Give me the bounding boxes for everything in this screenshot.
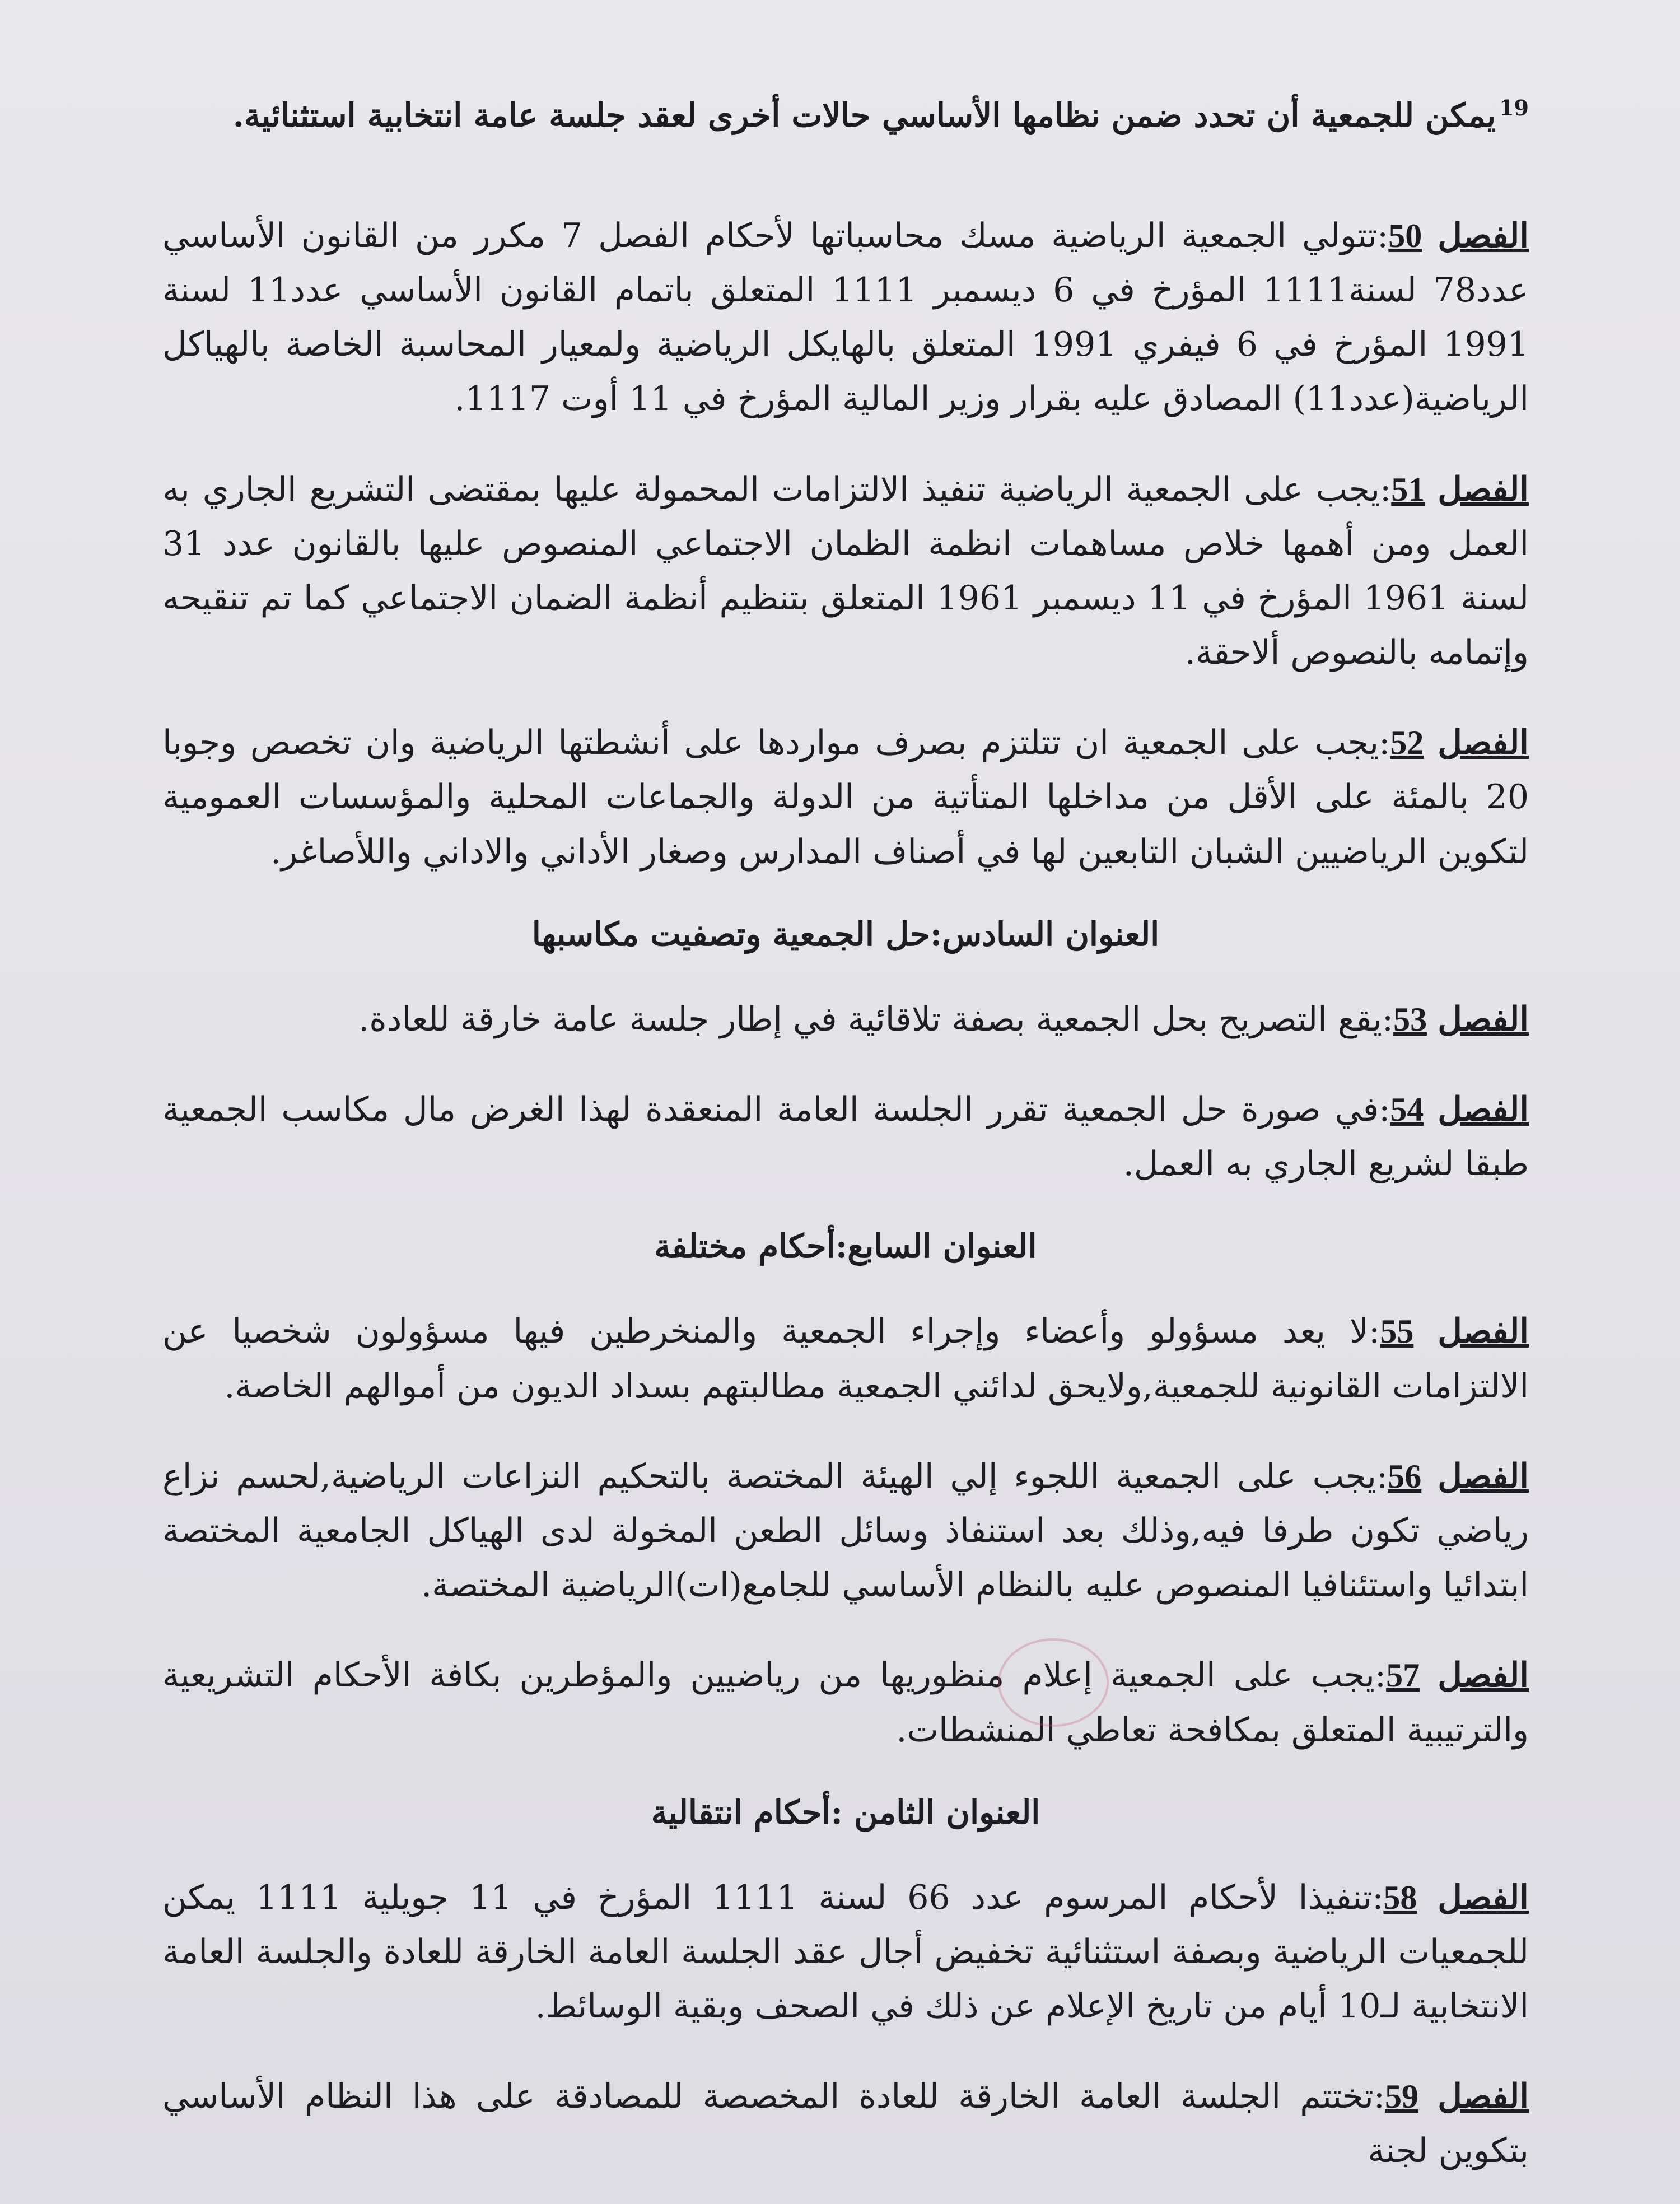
article-label: الفصل (1438, 1312, 1529, 1352)
article-number: 56 (1388, 1457, 1422, 1495)
article-number: 50 (1388, 217, 1422, 254)
article-text: :يقع التصريح بحل الجمعية بصفة تلاقائية في إطار جلسة عامة خارقة للعادة. (358, 999, 1394, 1039)
footnote-number: 19 (1499, 95, 1529, 120)
article-number: 57 (1386, 1657, 1420, 1694)
article-label: الفصل (1438, 1456, 1529, 1496)
article-number: 53 (1393, 1000, 1427, 1038)
article-58 (162, 1871, 1529, 2034)
article-number: 51 (1391, 470, 1425, 508)
article-56 (162, 1450, 1529, 1613)
article-52 (162, 716, 1529, 879)
article-59 (162, 2070, 1529, 2178)
article-label: الفصل (1438, 1656, 1529, 1695)
section-heading-7: العنوان السابع:أحكام مختلفة (654, 1227, 1037, 1266)
footnote-text: يمكن للجمعية أن تحدد ضمن نظامها الأساسي حالات أخرى لعقد جلسة عامة انتخابية استثنائية. (232, 96, 1496, 134)
section-heading-8: العنوان الثامن :أحكام انتقالية (651, 1793, 1040, 1832)
article-number: 52 (1390, 724, 1424, 762)
article-text: :تنفيذا لأحكام المرسوم عدد 66 لسنة 1111 المؤرخ في 11 جويلية 1111 يمكن للجمعيات الرياضية وبصفة استثنائية تخفيض أجال عقد الجلسة العامة الخارقة للعادة والجلسة العامة الانتخابية لـ10 أيام من تاريخ الإعلام عن ذلك في الصحف وبقية الوسائط. (162, 1877, 1529, 2026)
article-label: الفصل (1438, 216, 1529, 255)
article-51 (162, 463, 1529, 681)
article-text: :يجب على الجمعية ان تتلتزم بصرف مواردها على أنشطتها الرياضية وان تخصص وجوبا 20 بالمئة على الأقل من مداخلها المتأتية من الدولة والجماعات المحلية والمؤسسات العمومية لتكوين الرياضيين الشبان التابعين لها في أصناف المدارس وصغار الأداني والاداني واللأصاغر. (162, 723, 1529, 872)
article-text: :تختتم الجلسة العامة الخارقة للعادة المخصصة للمصادقة على هذا النظام الأساسي بتكوين لجنة (162, 2077, 1529, 2171)
article-label: الفصل (1438, 2077, 1529, 2117)
article-label: الفصل (1438, 1877, 1529, 1917)
article-53 (162, 993, 1529, 1047)
article-number: 55 (1380, 1313, 1414, 1350)
article-50 (162, 209, 1529, 427)
article-number: 59 (1385, 2078, 1419, 2116)
article-text: :يجب على الجمعية الرياضية تنفيذ الالتزامات المحمولة عليها بمقتضى التشريع الجاري به العمل ومن أهمها خلاص مساهمات انظمة الظمان الاجتماعي المنصوص عليها بالقانون عدد 31 لسنة 1961 المؤرخ في 11 ديسمبر 1961 المتعلق بتنظيم أنظمة الضمان الاجتماعي كما تم تنقيحه وإتمامه بالنصوص ألاحقة. (162, 469, 1529, 673)
article-label: الفصل (1438, 469, 1529, 509)
article-57 (162, 1648, 1529, 1757)
article-54 (162, 1083, 1529, 1191)
article-text: :تتولي الجمعية الرياضية مسك محاسباتها لأحكام الفصل 7 مكرر من القانون الأساسي عدد78 لسنة1111 المؤرخ في 6 ديسمبر 1111 المتعلق باتمام القانون الأساسي عدد11 لسنة 1991 المؤرخ في 6 فيفري 1991 المتعلق بالهايكل الرياضية ولمعيار المحاسبة الخاصة بالهياكل الرياضية(عدد11) المصادق عليه بقرار وزير المالية المؤرخ في 11 أوت 1117. (162, 216, 1529, 419)
article-label: الفصل (1438, 1090, 1529, 1130)
article-text: :يجب على الجمعية إعلام منظوريها من رياضيين والمؤطرين بكافة الأحكام التشريعية والترتيبية المتعلق بمكافحة تعاطي المنشطات. (162, 1656, 1529, 1750)
article-number: 58 (1383, 1879, 1417, 1916)
footnote (162, 90, 1529, 142)
faint-stamp (998, 1638, 1109, 1727)
article-55 (162, 1304, 1529, 1413)
section-heading-6: العنوان السادس:حل الجمعية وتصفيت مكاسبها (531, 915, 1160, 953)
article-label: الفصل (1438, 999, 1529, 1039)
article-text: :يجب على الجمعية اللجوء إلي الهيئة المختصة بالتحكيم النزاعات الرياضية,لحسم نزاع رياضي تكون طرفا فيه,وذلك بعد استنفاذ وسائل الطعن المخولة لدى الهياكل الجامعية المختصة ابتدائيا واستئنافيا المنصوص عليه بالنظام الأساسي للجامع(ات)الرياضية المختصة. (162, 1456, 1529, 1605)
article-label: الفصل (1438, 723, 1529, 763)
article-text: :لا يعد مسؤولو وأعضاء وإجراء الجمعية والمنخرطين فيها مسؤولون شخصيا عن الالتزامات القانونية للجمعية,ولايحق لدائني الجمعية مطالبتهم بسداد الديون من أموالهم الخاصة. (162, 1312, 1529, 1406)
article-number: 54 (1390, 1091, 1424, 1129)
article-text: :في صورة حل الجمعية تقرر الجلسة العامة المنعقدة لهذا الغرض مال مكاسب الجمعية طبقا لشريع الجاري به العمل. (162, 1090, 1529, 1184)
